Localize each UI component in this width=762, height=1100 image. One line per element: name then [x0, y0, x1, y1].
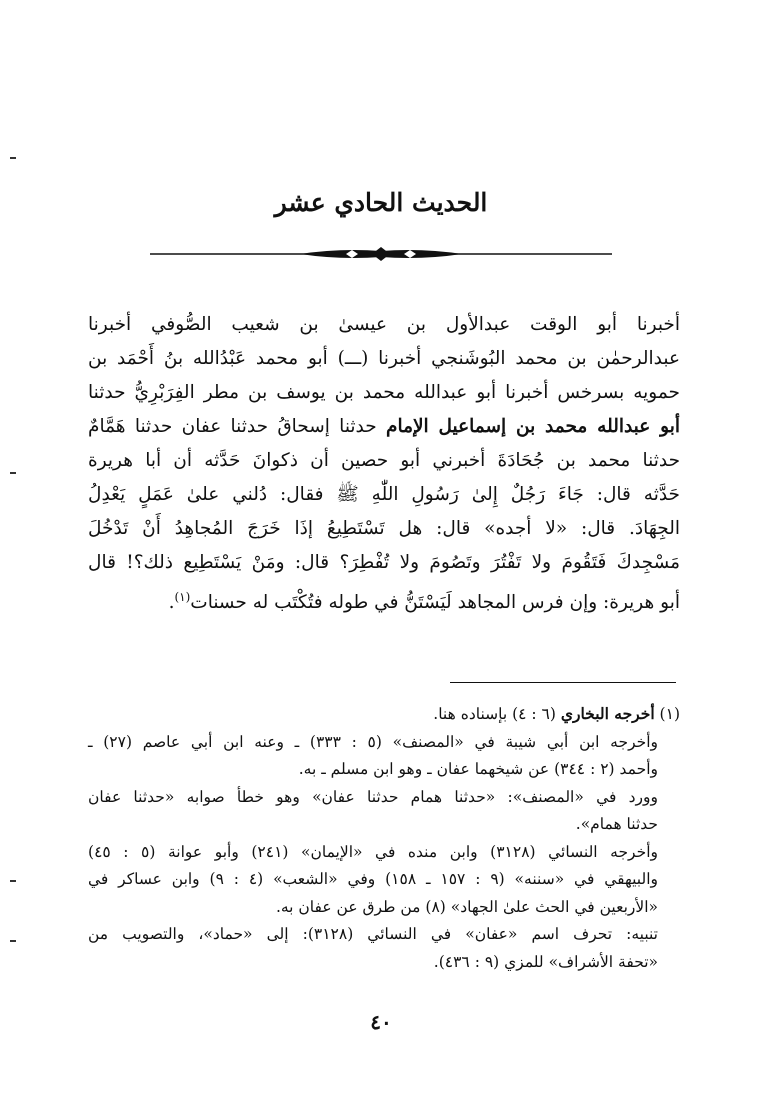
body-line: مَسْجِدكَ فَتَقُومَ ولا تَفْتُرَ وتَصُومَ ولا تُفْطِرَ؟ قال: ومَنْ يَسْتَطِيع ذلك؟! قال: [88, 552, 680, 573]
footnote-line: والبيهقي في «سننه» (٩ : ١٥٧ ـ ١٥٨) وفي «الشعب» (٤ : ٩) وابن عساكر في: [88, 870, 658, 888]
scan-margin-mark: [10, 880, 16, 882]
footnote-line: وأحمد (٢ : ٣٤٤) عن شيخهما عفان ـ وهو ابن مسلم ـ به.: [298, 760, 658, 778]
title-ornament-divider: [150, 246, 612, 262]
hadith-title: الحديث الحادي عشر: [274, 188, 488, 217]
footnote-bold-lead: أخرجه البخاري: [560, 704, 655, 723]
footnotes: [88, 700, 680, 976]
footnote-reference: (١): [174, 590, 191, 604]
footnote-line: «الأربعين في الحث علىٰ الجهاد» (٨) من طرق عن عفان به.: [275, 897, 658, 916]
body-line: حمويه بسرخس أخبرنا أبو عبدالله محمد بن يوسف بن مطر الفِرَبْرِيُّ حدثنا: [88, 382, 680, 403]
footnote-line: (١) أخرجه البخاري (٦ : ٤) بإسناده هنا.: [433, 704, 680, 723]
narrator-name-bold: أبو عبدالله محمد بن إسماعيل الإمام: [386, 416, 680, 437]
page-number: ٤٠: [370, 1010, 392, 1034]
body-line: عبدالرحمٰن بن محمد البُوشَنجي أخبرنا (ـــ) أبو محمد عَبْدُالله بنُ أَحْمَد بن: [88, 348, 680, 369]
footnote-line: وأخرجه ابن أبي شيبة في «المصنف» (٥ : ٣٣٣) ـ وعنه ابن أبي عاصم (٢٧) ـ: [88, 732, 659, 751]
body-line: حدثنا محمد بن جُحَادَةَ أخبرني أبو حصين أن ذكوانَ حَدَّثه أن أبا هريرة: [88, 450, 680, 471]
body-line: أخبرنا أبو الوقت عبدالأول بن عيسىٰ بن شعيب الصُّوفي أخبرنا: [88, 314, 680, 335]
footnote-line: وورد في «المصنف»: «حدثنا همام حدثنا عفان» وهو خطأ صوابه «حدثنا عفان: [88, 787, 658, 806]
body-line-rest: حدثنا إسحاقُ حدثنا عفان حدثنا هَمَّامٌ: [88, 416, 377, 437]
body-line-text: أبو هريرة: وإن فرس المجاهد لَيَسْتَنُّ في طوله فتُكْتَب له حسنات: [190, 592, 680, 614]
footnote-separator: [450, 682, 676, 683]
body-line: الجِهَادَ. قال: «لا أجده» قال: هل تَسْتَطِيعُ إذَا خَرَجَ المُجاهِدُ أَنْ تَدْخُلَ: [88, 518, 680, 539]
hadith-body: [88, 308, 680, 620]
footnote-line: وأخرجه النسائي (٣١٢٨) وابن منده في «الإيمان» (٢٤١) وأبو عوانة (٥ : ٤٥): [88, 842, 658, 861]
footnote-line: حدثنا همام».: [575, 815, 658, 833]
body-line-with-bold: [88, 410, 680, 444]
footnote-line: «تحفة الأشراف» للمزي (٩ : ٤٣٦).: [433, 952, 658, 971]
scan-margin-mark: [10, 157, 16, 159]
scan-margin-mark: [10, 940, 16, 942]
body-line: حَدَّثه قال: جَاءَ رَجُلٌ إِلىٰ رَسُولِ اللّٰهِ ﷺ فقال: دُلني علىٰ عَمَلٍ يَعْدِلُ: [88, 484, 680, 505]
scan-margin-mark: [10, 472, 16, 474]
footnote-line: تنبيه: تحرف اسم «عفان» في النسائي (٣١٢٨): إلى «حماد»، والتصويب من: [88, 925, 658, 943]
body-line-last: أبو هريرة: وإن فرس المجاهد لَيَسْتَنُّ في طوله فتُكْتَب له حسنات$^{(١)}$.: [168, 590, 680, 614]
